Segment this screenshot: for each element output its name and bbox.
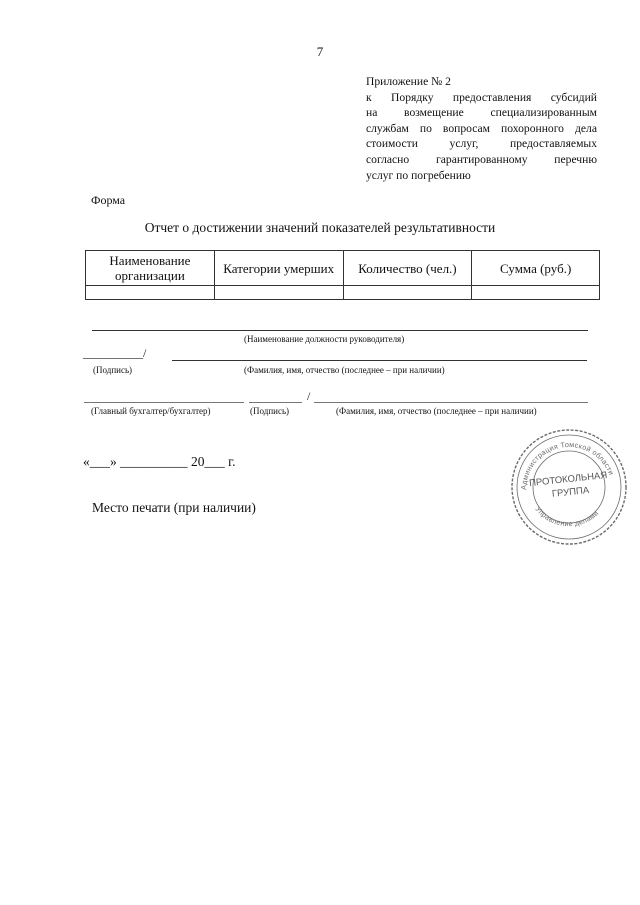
appendix-line: к Порядку предоставления субсидий: [366, 90, 597, 104]
accountant-caption: (Главный бухгалтер/бухгалтер): [91, 406, 211, 416]
form-label: Форма: [91, 193, 126, 207]
official-stamp: [510, 428, 628, 546]
head-position-caption: (Наименование должности руководителя): [244, 334, 405, 344]
appendix-line: услуг по погребению: [366, 168, 471, 182]
appendix-line: на возмещение специализированным: [366, 106, 597, 120]
accountant-signature-caption: (Подпись): [250, 406, 290, 416]
date-line[interactable]: «___» __________ 20___ г.: [83, 454, 236, 469]
head-fullname-line[interactable]: [172, 360, 587, 361]
column-header: Категории умерших: [214, 251, 343, 286]
head-fullname-caption: (Фамилия, имя, отчество (последнее – при наличии): [244, 365, 445, 375]
column-header: Сумма (руб.): [472, 251, 600, 286]
accountant-position-line[interactable]: [84, 402, 244, 403]
table-cell[interactable]: [214, 286, 343, 300]
appendix-line: Приложение № 2: [366, 75, 451, 88]
stamp-ring-text: Администрация Томской области: [518, 439, 617, 491]
column-header: Количество (чел.): [343, 251, 472, 286]
stamp-bottom-text: Управление делами: [533, 504, 601, 529]
seal-place-label: Место печати (при наличии): [92, 500, 256, 515]
report-table: [85, 250, 600, 300]
head-signature-field[interactable]: __________/: [83, 346, 147, 360]
table-cell[interactable]: [472, 286, 600, 300]
appendix-line: службам по вопросам похоронного дела: [366, 121, 597, 135]
stamp-center-line2: ГРУППА: [551, 484, 590, 500]
stamp-center-line1: ПРОТОКОЛЬНАЯ: [528, 469, 608, 490]
table-cell[interactable]: [86, 286, 215, 300]
table-cell[interactable]: [343, 286, 472, 300]
head-signature-caption: (Подпись): [93, 365, 133, 375]
svg-text:Управление делами: [534, 505, 601, 529]
table-header-row: [86, 251, 600, 286]
table-row: [86, 286, 600, 300]
appendix-line: согласно гарантированному перечню: [366, 152, 597, 166]
appendix-line: стоимости услуг, предоставляемых: [366, 137, 597, 151]
accountant-fullname-line[interactable]: [314, 402, 588, 403]
accountant-slash: /: [307, 389, 311, 403]
accountant-signature-line[interactable]: [249, 402, 302, 403]
head-position-line[interactable]: [92, 330, 588, 331]
page-number: 7: [316, 44, 324, 59]
column-header: Наименование организации: [86, 251, 215, 286]
report-title: Отчет о достижении значений показателей результативности: [144, 220, 496, 235]
appendix-note: [366, 74, 597, 183]
accountant-fullname-caption: (Фамилия, имя, отчество (последнее – при наличии): [336, 406, 537, 416]
